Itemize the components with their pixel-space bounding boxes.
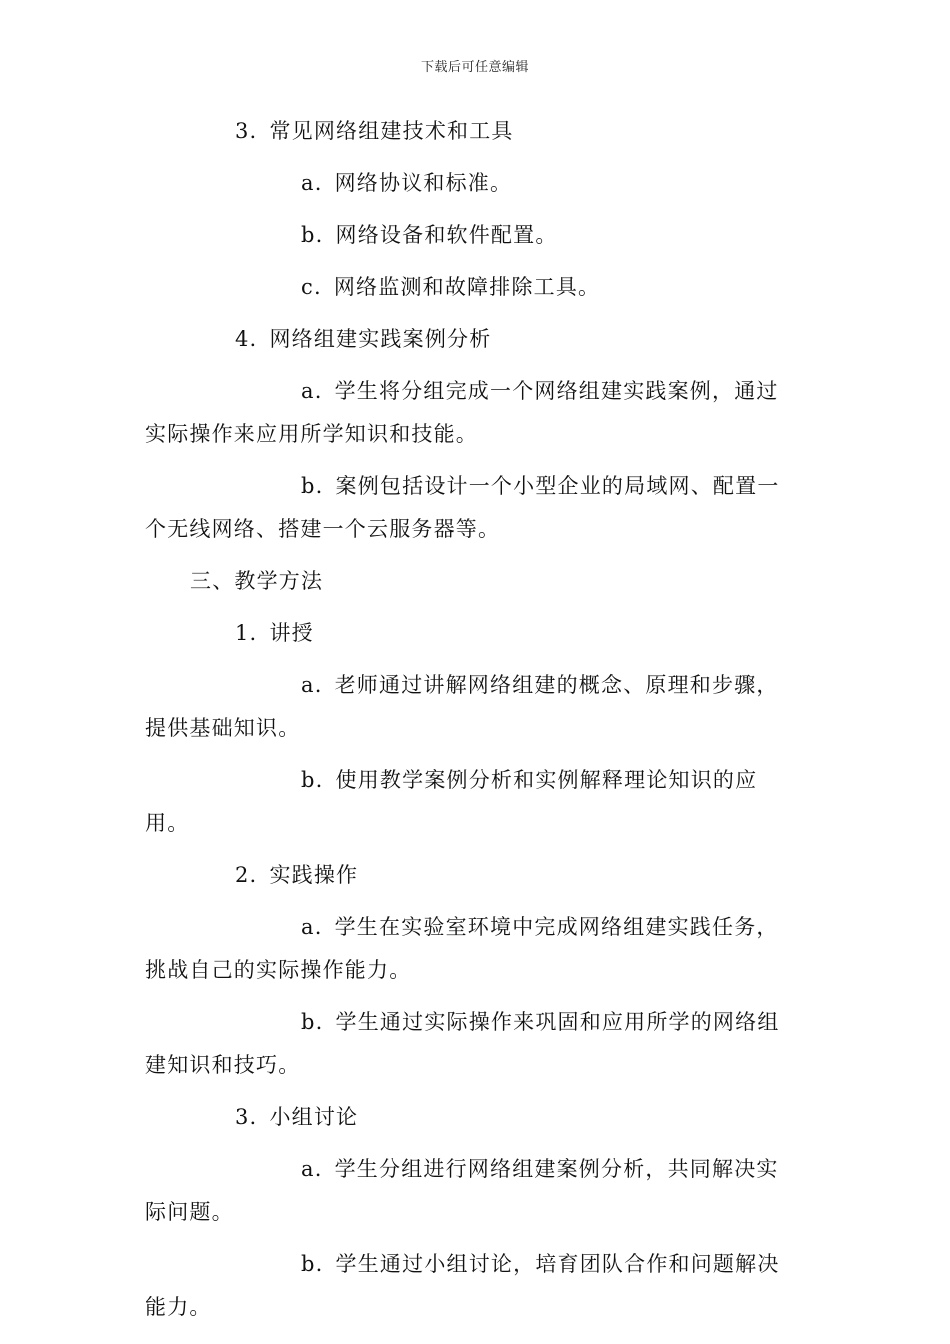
list-item — [145, 1096, 795, 1139]
item-text: 学生在实验室环境中完成网络组建实践任务，挑战自己的实际操作能力。 — [145, 915, 779, 982]
item-label: a. — [301, 915, 323, 939]
list-item — [145, 759, 795, 845]
section-heading — [145, 560, 795, 603]
item-text: 案例包括设计一个小型企业的局域网、配置一个无线网络、搭建一个云服务器等。 — [145, 474, 780, 541]
item-label: 3. — [235, 119, 258, 143]
item-label: a. — [301, 1157, 323, 1181]
item-text: 学生将分组完成一个网络组建实践案例，通过实际操作来应用所学知识和技能。 — [145, 379, 779, 446]
item-text: 小组讨论 — [269, 1105, 359, 1129]
list-item — [145, 664, 795, 750]
item-label: b. — [301, 474, 324, 498]
list-item — [145, 1001, 795, 1087]
item-label: b. — [301, 223, 324, 247]
list-item — [145, 318, 795, 361]
list-item — [145, 1148, 795, 1234]
list-item — [145, 906, 795, 992]
list-item — [145, 854, 795, 897]
list-item — [145, 162, 795, 205]
item-text: 学生分组进行网络组建案例分析，共同解决实际问题。 — [145, 1157, 779, 1224]
item-label: b. — [301, 768, 324, 792]
item-label: a. — [301, 379, 323, 403]
list-item — [145, 612, 795, 655]
list-item — [145, 370, 795, 456]
item-text: 学生通过实际操作来巩固和应用所学的网络组建知识和技巧。 — [145, 1010, 780, 1077]
item-text: 网络协议和标准。 — [334, 171, 513, 195]
item-label: 4. — [235, 327, 258, 351]
item-label: c. — [301, 275, 322, 299]
item-text: 使用教学案例分析和实例解释理论知识的应用。 — [145, 768, 758, 835]
item-text: 常见网络组建技术和工具 — [269, 119, 514, 143]
item-label: 3. — [235, 1105, 258, 1129]
list-item — [145, 465, 795, 551]
item-text: 网络组建实践案例分析 — [269, 327, 492, 351]
list-item — [145, 110, 795, 153]
item-text: 网络设备和软件配置。 — [335, 223, 558, 247]
document-body — [145, 110, 795, 1338]
item-text: 网络监测和故障排除工具。 — [333, 275, 601, 299]
item-text: 老师通过讲解网络组建的概念、原理和步骤，提供基础知识。 — [145, 673, 779, 740]
item-text: 实践操作 — [269, 863, 359, 887]
page-header: 下载后可任意编辑 — [420, 60, 529, 75]
item-label: a. — [301, 171, 323, 195]
list-item — [145, 214, 795, 257]
item-label: 1. — [235, 621, 258, 645]
item-label: 2. — [235, 863, 258, 887]
item-text: 讲授 — [269, 621, 314, 645]
list-item — [145, 1243, 795, 1329]
item-text: 学生通过小组讨论，培育团队合作和问题解决能力。 — [145, 1252, 780, 1319]
item-label: a. — [301, 673, 323, 697]
section-heading-text: 三、教学方法 — [190, 569, 324, 593]
list-item — [145, 266, 795, 309]
item-label: b. — [301, 1252, 324, 1276]
item-label: b. — [301, 1010, 324, 1034]
